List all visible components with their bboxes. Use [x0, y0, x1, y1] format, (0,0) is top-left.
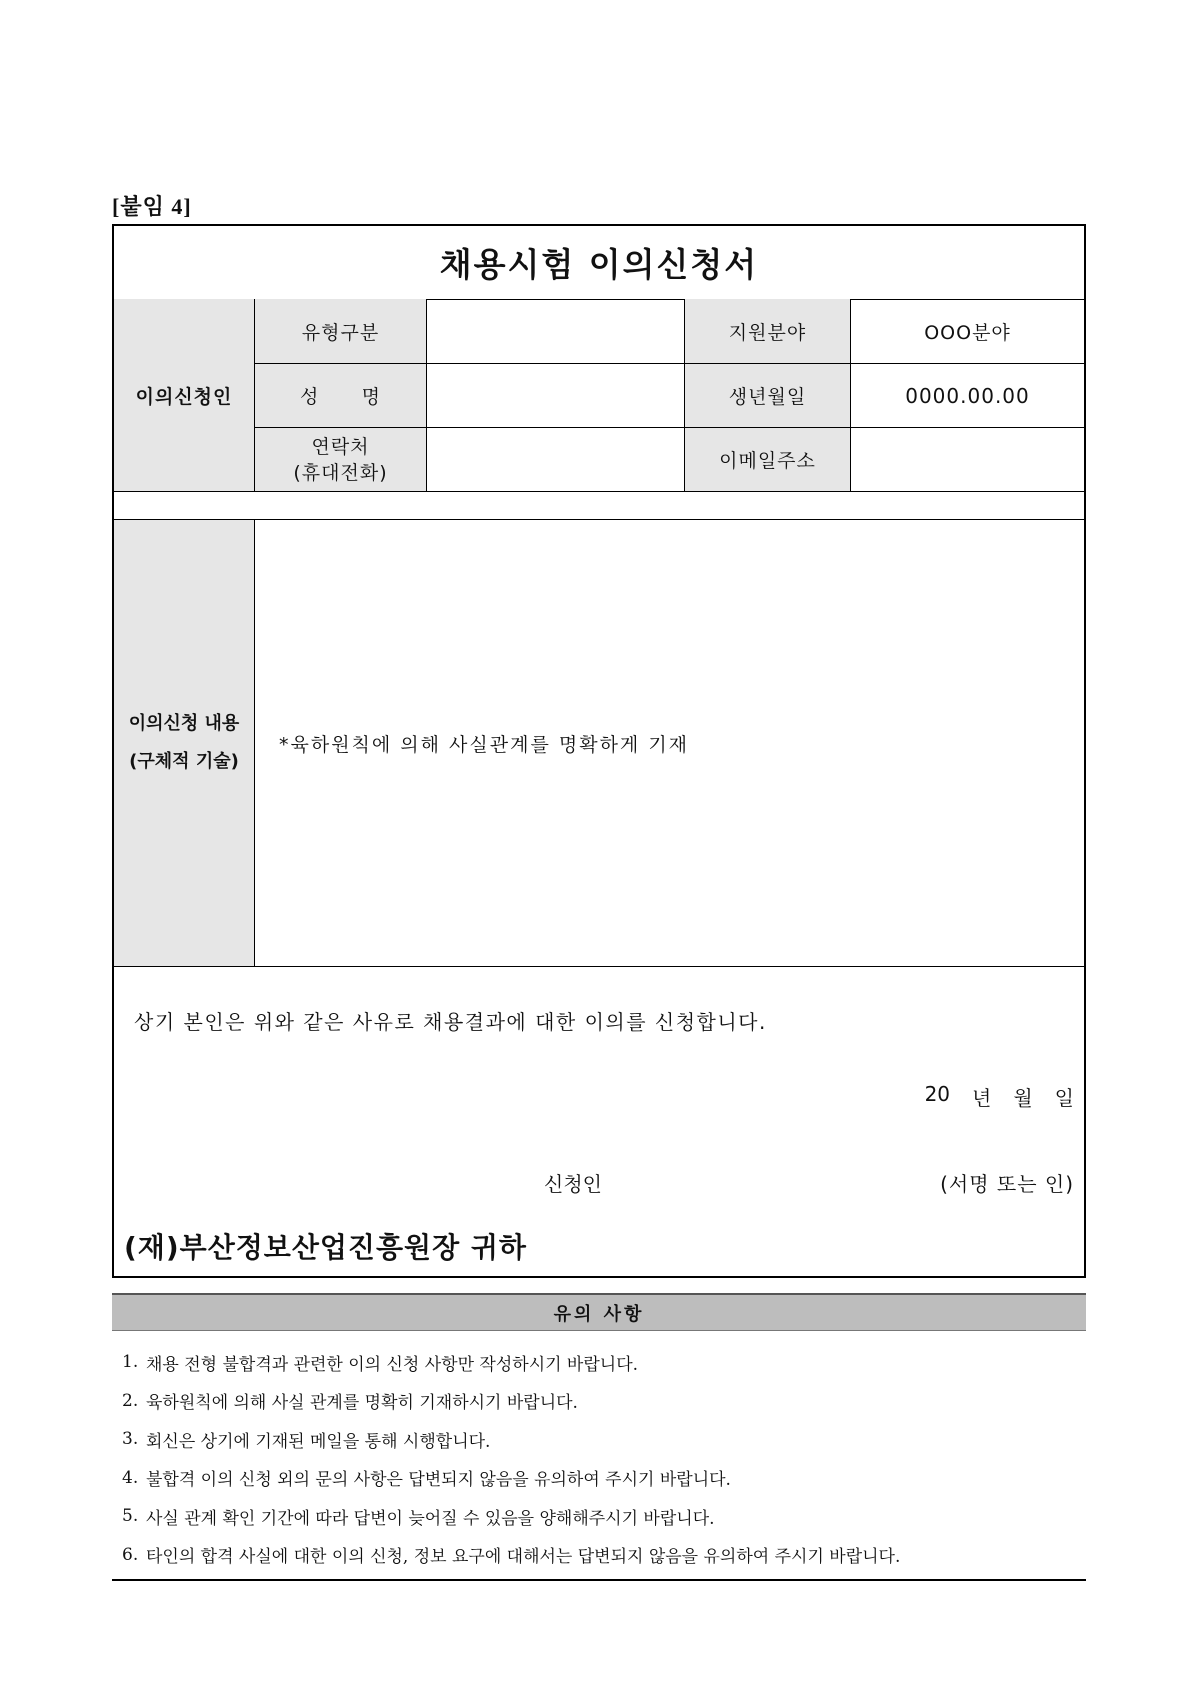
note-num: 4.: [122, 1467, 139, 1488]
form-title: 채용시험 이의신청서: [114, 226, 1084, 300]
email-label: 이메일주소: [684, 428, 850, 492]
note-num: 5.: [122, 1506, 139, 1527]
content-guide: *육하원칙에 의해 사실관계를 명확하게 기재: [279, 733, 690, 756]
content-label-line2: (구체적 기술): [129, 751, 239, 772]
content-field[interactable]: [254, 520, 1084, 967]
name-label: 성 명: [254, 364, 426, 428]
bottom-divider: [112, 1579, 1086, 1581]
statement-text: 상기 본인은 위와 같은 사유로 채용결과에 대한 이의를 신청합니다.: [134, 1010, 767, 1034]
objection-form: [112, 224, 1086, 1278]
attachment-label: [붙임 4]: [112, 194, 192, 219]
note-num: 2.: [122, 1390, 139, 1411]
note-text: 육하원칙에 의해 사실 관계를 명확히 기재하시기 바랍니다.: [146, 1393, 578, 1414]
recipient: (재)부산정보산업진흥원장 귀하: [124, 1231, 527, 1264]
field-label: 지원분야: [684, 299, 850, 364]
applicant-label: 신청인: [544, 1172, 602, 1196]
name-field[interactable]: [426, 364, 684, 428]
note-text: 타인의 합격 사실에 대한 이의 신청, 정보 요구에 대해서는 답변되지 않음을 유의하여 주시기 바랍니다.: [146, 1547, 901, 1568]
sign-note: (서명 또는 인): [940, 1172, 1074, 1196]
contact-label-line2: (휴대전화): [293, 461, 388, 484]
birth-label: 생년월일: [684, 364, 850, 428]
type-field[interactable]: [426, 299, 684, 364]
date-year: 20: [924, 1082, 951, 1106]
note-text: 채용 전형 불합격과 관련한 이의 신청 사항만 작성하시기 바랍니다.: [146, 1354, 639, 1375]
note-item: [122, 1536, 1082, 1575]
content-section-label: [114, 520, 254, 967]
contact-field[interactable]: [426, 428, 684, 492]
date-day-unit: 일: [1054, 1086, 1074, 1110]
note-num: 3.: [122, 1429, 139, 1450]
content-label-line1: 이의신청 내용: [128, 713, 240, 734]
note-num: 6.: [122, 1544, 139, 1565]
notes-title: 유의 사항: [112, 1293, 1086, 1331]
note-item: [122, 1343, 1082, 1382]
note-text: 불합격 이의 신청 외의 문의 사항은 답변되지 않음을 유의하여 주시기 바랍니다.: [146, 1470, 731, 1491]
contact-label-line1: 연락처: [311, 435, 370, 458]
type-label: 유형구분: [254, 299, 426, 364]
note-text: 회신은 상기에 기재된 메일을 통해 시행합니다.: [146, 1431, 491, 1452]
date-year-unit: 년: [972, 1086, 992, 1110]
note-item: [122, 1420, 1082, 1459]
note-text: 사실 관계 확인 기간에 따라 답변이 늦어질 수 있음을 양해해주시기 바랍니다.: [146, 1508, 715, 1529]
birth-field[interactable]: 0000.00.00: [850, 364, 1084, 428]
date-month-unit: 월: [1013, 1086, 1033, 1110]
applicant-section-label: 이의신청인: [114, 299, 254, 492]
date-line: [925, 1082, 1074, 1111]
note-num: 1.: [122, 1352, 139, 1373]
spacer-row: [114, 492, 1084, 520]
note-item: [122, 1459, 1082, 1498]
email-field[interactable]: [850, 428, 1084, 492]
note-item: [122, 1382, 1082, 1421]
field-value[interactable]: OOO분야: [850, 299, 1084, 364]
contact-label: [254, 428, 426, 492]
notes-list: [122, 1343, 1082, 1574]
note-item: [122, 1497, 1082, 1536]
